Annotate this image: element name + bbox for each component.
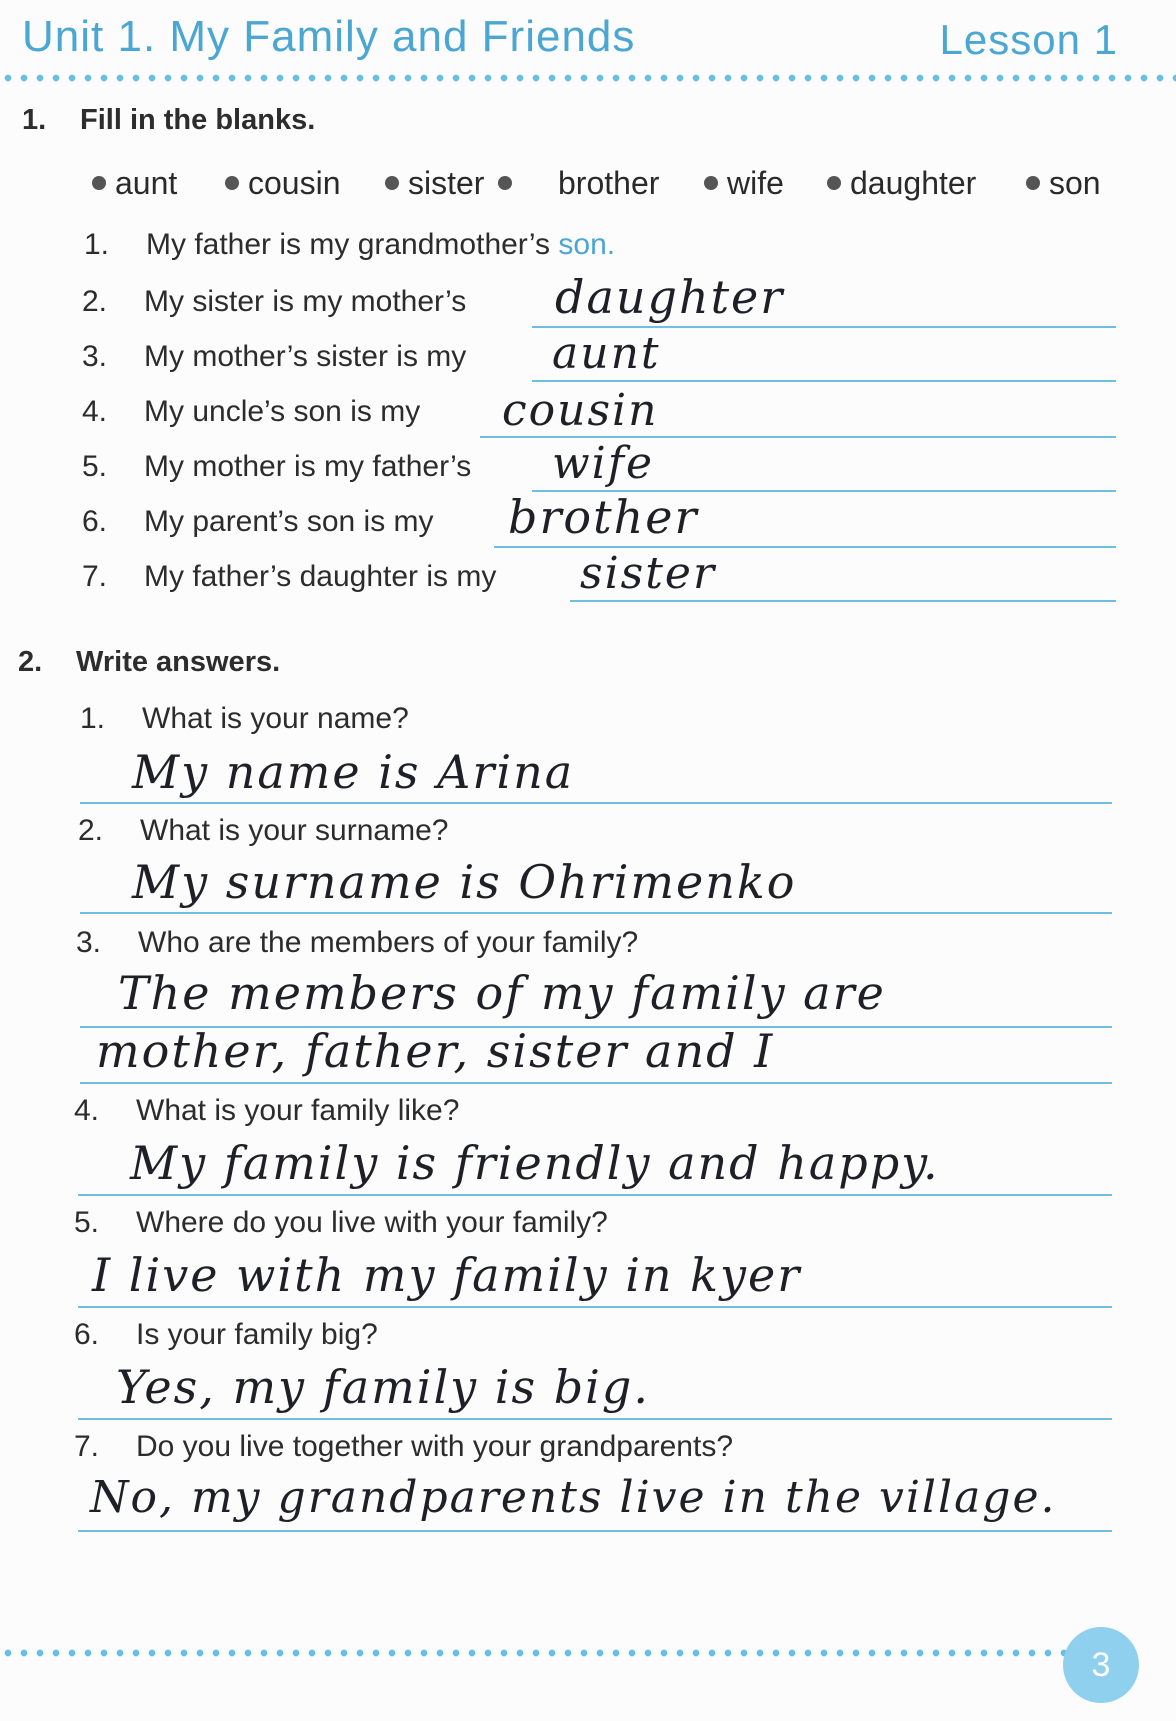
handwritten-answer: No, my grandparents live in the village. (90, 1472, 1057, 1523)
handwritten-answer: My family is friendly and happy. (130, 1136, 940, 1190)
bullet-icon (498, 176, 512, 190)
bullet-icon (225, 176, 239, 190)
exercise-1-title (22, 104, 315, 137)
word-bank (92, 165, 1132, 205)
answer-line[interactable] (78, 1530, 1112, 1532)
handwritten-answer: cousin (502, 385, 659, 436)
exercise-1-number: 1. (22, 104, 47, 136)
fill-blank-item: 3. My mother’s sister is my (82, 340, 467, 373)
question-item: 7. Do you live together with your grandparents? (74, 1430, 734, 1463)
word-bank-item: wife (704, 165, 784, 202)
handwritten-answer: daughter (555, 270, 785, 324)
handwritten-answer: aunt (552, 328, 661, 379)
fill-blank-item: 7. My father’s daughter is my (82, 560, 497, 593)
handwritten-answer: brother (508, 490, 699, 544)
exercise-1-instruction: Fill in the blanks. (80, 104, 316, 136)
unit-title: Unit 1. My Family and Friends (22, 12, 636, 61)
answer-line[interactable] (78, 1194, 1112, 1196)
fill-blank-item: 5. My mother is my father’s (82, 450, 472, 483)
bottom-dotted-divider (0, 1648, 1080, 1658)
question-item: 5. Where do you live with your family? (74, 1206, 608, 1239)
question-item: 1. What is your name? (80, 702, 409, 735)
word-bank-item: aunt (92, 165, 177, 202)
bullet-icon (92, 176, 106, 190)
handwritten-answer: My surname is Ohrimenko (132, 855, 797, 909)
word-bank-item: daughter (827, 165, 976, 202)
word-bank-item: cousin (225, 165, 341, 202)
bullet-icon (1026, 176, 1040, 190)
answer-line[interactable] (78, 1306, 1112, 1308)
answer-line[interactable] (80, 912, 1112, 914)
question-item: 6. Is your family big? (74, 1318, 378, 1351)
exercise-2-number: 2. (18, 646, 43, 678)
question-item: 4. What is your family like? (74, 1094, 460, 1127)
handwritten-answer: I live with my family in kyer (92, 1248, 802, 1302)
fill-blank-item: 6. My parent’s son is my (82, 505, 434, 538)
bullet-icon (385, 176, 399, 190)
question-item: 3. Who are the members of your family? (76, 926, 639, 959)
answer-line[interactable] (80, 1082, 1112, 1084)
bullet-icon (827, 176, 841, 190)
top-dotted-divider (0, 73, 1176, 83)
answer-line[interactable] (80, 802, 1112, 804)
fill-blank-item: 2. My sister is my mother’s (82, 285, 467, 318)
handwritten-answer: My name is Arina (132, 745, 575, 799)
question-item: 2. What is your surname? (78, 814, 449, 847)
fill-blank-item: 4. My uncle’s son is my (82, 395, 421, 428)
handwritten-answer: Yes, my family is big. (116, 1360, 650, 1414)
example-answer: son. (558, 228, 616, 261)
handwritten-answer: sister (580, 548, 716, 599)
answer-line[interactable] (78, 1418, 1112, 1420)
handwritten-answer: mother, father, sister and I (96, 1024, 775, 1078)
exercise-2-instruction: Write answers. (76, 646, 281, 678)
word-bank-item: sister (385, 165, 521, 202)
bullet-icon (704, 176, 718, 190)
fill-blank-item: 1. My father is my grandmother’s son. (84, 228, 616, 261)
exercise-2-title (18, 646, 280, 679)
page-number-badge: 3 (1063, 1627, 1139, 1703)
answer-line[interactable] (532, 380, 1116, 382)
word-bank-item: brother (558, 165, 660, 201)
handwritten-answer: wife (552, 438, 655, 489)
lesson-label: Lesson 1 (939, 16, 1118, 63)
handwritten-answer: The members of my family are (118, 966, 886, 1020)
answer-line[interactable] (570, 600, 1116, 602)
word-bank-item: son (1026, 165, 1101, 202)
